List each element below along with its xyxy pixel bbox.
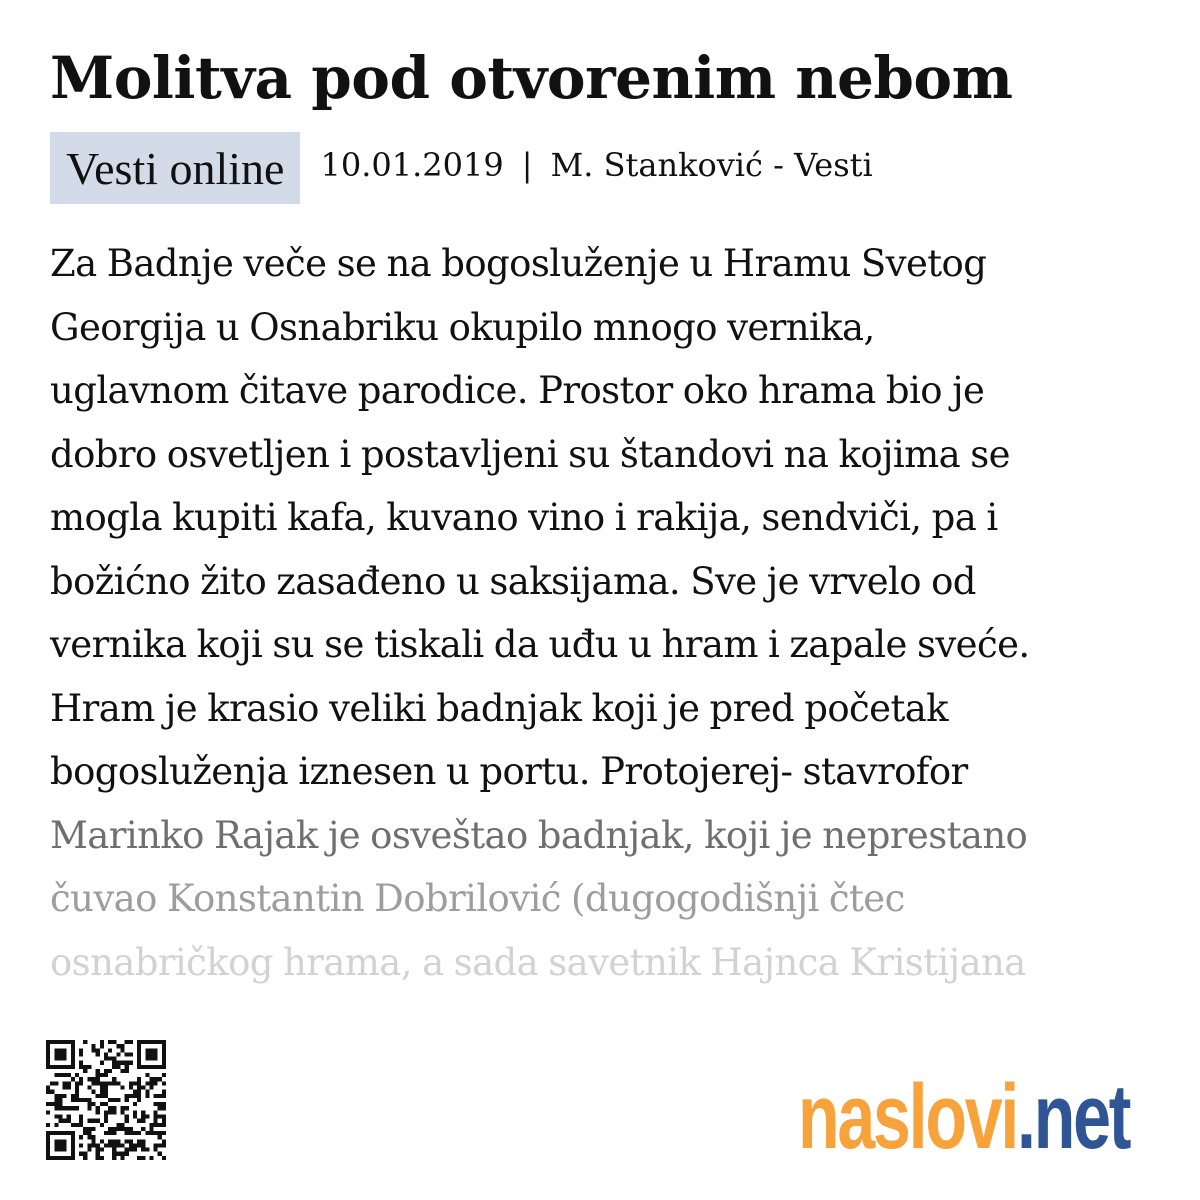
byline [320,146,872,184]
body-line-faded: osnabričkog hrama, a sada savetnik Hajnca Kristijana [50,940,1026,984]
body-line: dobro osvetljen i postavljeni su štandovi na kojima se [50,432,1010,476]
body-line: božićno žito zasađeno u saksijama. Sve je vrvelo od [50,559,976,603]
source-badge[interactable]: Vesti online [50,132,300,204]
article-meta [50,132,873,204]
body-line: Hram je krasio veliki badnjak koji je pred početak [50,686,949,730]
body-line: vernika koji su se tiskali da uđu u hram i zapale sveće. [50,623,1030,666]
body-line: mogla kupiti kafa, kuvano vino i rakija, sendviči, pa i [50,496,998,539]
body-line: Za Badnje veče se na bogosluženje u Hramu Svetog [50,242,987,285]
article-title: Molitva pod otvorenim nebom [50,44,1013,112]
byline-separator: | [521,146,533,184]
body-line: Georgija u Osnabriku okupilo mnogo vernika, [50,305,875,349]
body-line-faded: Marinko Rajak je osveštao badnjak, koji je neprestano [50,813,1028,857]
qr-code-icon[interactable] [46,1040,166,1160]
logo-text-main: naslovi [798,1066,1018,1168]
article-body [50,232,1170,994]
body-line: uglavnom čitave parodice. Prostor oko hrama bio je [50,369,985,412]
body-line: bogosluženja iznesen u portu. Protojerej- stavrofor [50,750,968,793]
body-line-faded: čuvao Konstantin Dobrilović (dugogodišnji čtec [50,877,905,920]
logo-text-tld: .net [1017,1066,1130,1168]
author: M. Stanković - Vesti [550,146,873,184]
naslovi-logo[interactable] [798,1062,1129,1172]
publish-date: 10.01.2019 [320,146,504,184]
